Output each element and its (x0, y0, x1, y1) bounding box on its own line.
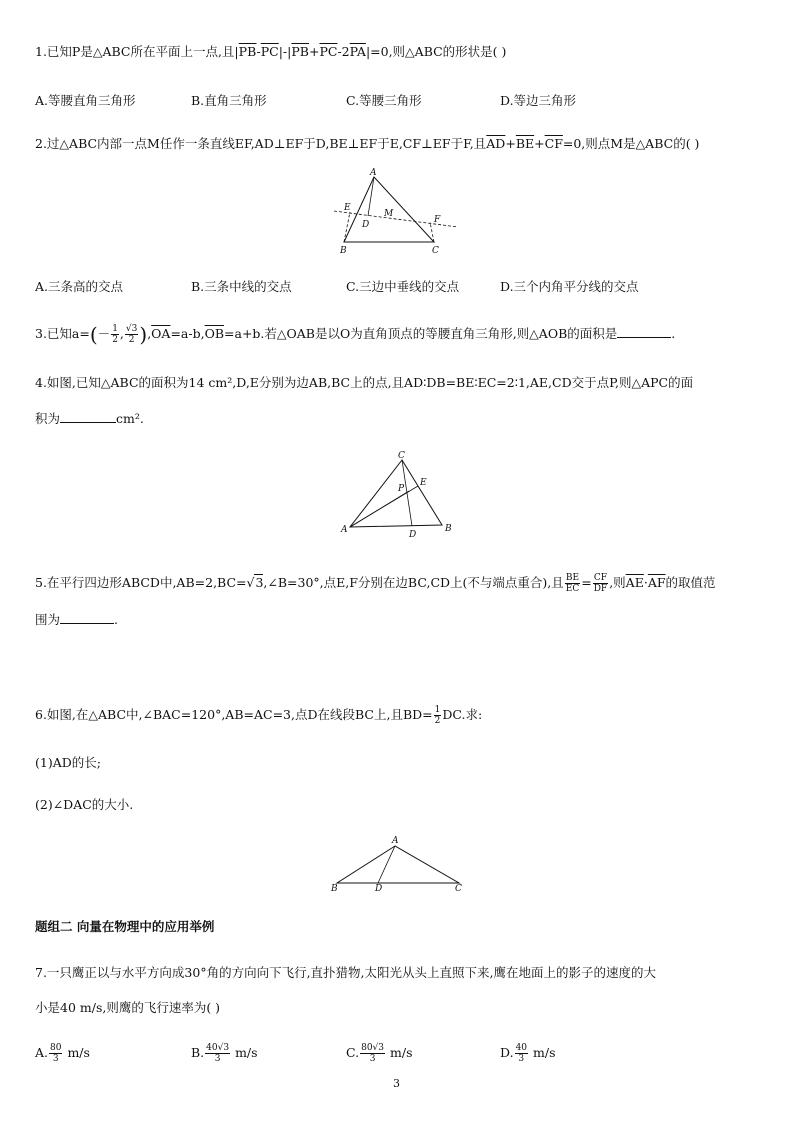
label-b: B (331, 884, 338, 892)
label-c: C (398, 451, 405, 461)
q2-option-c[interactable]: C.三边中垂线的交点 (346, 279, 460, 294)
q3-answer-blank[interactable] (617, 325, 671, 338)
q7-option-a[interactable]: A. $\frac{80}{3}$ m/s (35, 1043, 90, 1064)
label-d: D (375, 884, 383, 892)
label-a: A (392, 836, 399, 846)
label-d: D (409, 530, 417, 540)
section-heading: 题组二 向量在物理中的应用举例 (35, 919, 215, 934)
vector-ae: $\overline{AE}$ (625, 575, 644, 590)
fraction-cf-df: $\frac{CF}{DF}$ (593, 573, 608, 594)
q7-line1: 7.一只鹰正以与水平方向成30°角的方向向下飞行,直扑猎物,太阳光从头上直照下来,鹰在地面上的影子的速度的大 (35, 965, 657, 980)
q2-option-b[interactable]: B.三条中线的交点 (191, 279, 292, 294)
q1-option-a[interactable]: A.等腰直角三角形 (35, 93, 136, 108)
q2-option-a[interactable]: A.三条高的交点 (35, 279, 124, 294)
vector-pa: $\overline{PA}$ (349, 44, 366, 59)
q4-figure (338, 448, 458, 540)
q1-stem: 1.已知P是△ABC所在平面上一点,且$|\overline{PB}-\overline{PC}|-|\overline{PB}+\overline{PC}-2\overline{PA}|=0$,则△ABC的形状是( ) (35, 44, 507, 59)
q7-line2: 小是40 m/s,则鹰的飞行速率为( ) (35, 1000, 221, 1015)
label-e: E (420, 478, 427, 488)
q7-option-c[interactable]: C. $\frac{80√3}{3}$ m/s (346, 1043, 413, 1064)
fraction-one-half: $\frac{1}{2}$ (434, 705, 441, 726)
label-a: A (370, 168, 377, 178)
q2-option-d[interactable]: D.三个内角平分线的交点 (500, 279, 639, 294)
q5-answer-blank[interactable] (60, 611, 114, 624)
q6-sub2: (2)∠DAC的大小. (35, 797, 134, 812)
page-number: 3 (393, 1077, 400, 1090)
label-p: P (398, 484, 405, 494)
q1-option-b[interactable]: B.直角三角形 (191, 93, 267, 108)
vector-af: $\overline{AF}$ (647, 575, 666, 590)
vector-be: $\overline{BE}$ (515, 136, 535, 151)
label-m: M (384, 209, 394, 219)
label-b: B (445, 524, 452, 534)
q2-figure (330, 165, 460, 257)
fraction-root3-half: $\frac{√3}{2}$ (125, 324, 138, 345)
vector-pc: $\overline{PC}$ (260, 44, 279, 59)
q7-option-b[interactable]: B. $\frac{40√3}{3}$ m/s (191, 1043, 258, 1064)
q5-line2: 围为 . (35, 612, 118, 627)
q5-line1: 5.在平行四边形ABCD中,AB=2,BC=√3,∠B=30°,点E,F分别在边BC,CD上(不与端点重合),且 $\frac{BE}{EC}$ = $\frac{CF}{DF}$ ,则$\overline{AE}\cdot\overline{AF}$的取值范 (35, 573, 716, 594)
q1-option-c[interactable]: C.等腰三角形 (346, 93, 422, 108)
vector-pc-2: $\overline{PC}$ (319, 44, 338, 59)
q6-sub1: (1)AD的长; (35, 755, 101, 770)
vector-pb: $\overline{PB}$ (238, 44, 257, 59)
label-a: A (341, 525, 348, 535)
q4-line2: 积为 cm². (35, 411, 144, 426)
vector-ad: $\overline{AD}$ (486, 136, 506, 151)
vector-pb-2: $\overline{PB}$ (291, 44, 309, 59)
q7-option-d[interactable]: D. $\frac{40}{3}$ m/s (500, 1043, 556, 1064)
label-c: C (432, 246, 439, 256)
q2-stem: 2.过△ABC内部一点M任作一条直线EF,AD⊥EF于D,BE⊥EF于E,CF⊥EF于F,且$\overline{AD}+\overline{BE}+\overline{CF}=0$,则点M是△ABC的( ) (35, 136, 700, 151)
label-f: F (434, 215, 441, 225)
label-d: D (362, 220, 370, 230)
label-b: B (340, 246, 347, 256)
q4-line1: 4.如图,已知△ABC的面积为14 cm²,D,E分别为边AB,BC上的点,且AD∶DB=BE∶EC=2∶1,AE,CD交于点P,则△APC的面 (35, 375, 694, 390)
vector-cf: $\overline{CF}$ (544, 136, 563, 151)
q6-stem: 6.如图,在△ABC中,∠BAC=120°,AB=AC=3,点D在线段BC上,且BD= $\frac{1}{2}$ DC.求: (35, 705, 483, 726)
label-e: E (344, 203, 351, 213)
vector-oa: $\overline{OA}$ (151, 326, 171, 341)
fraction-be-ec: $\frac{BE}{EC}$ (565, 573, 580, 594)
q6-figure (325, 832, 475, 892)
q3-stem: 3.已知a=(－ $\frac{1}{2}$ , $\frac{√3}{2}$ )$,\overline{OA}=a-b,\overline{OB}=a+b$.若△OAB是以O为直角顶点的等腰直角三角形,则△AOB的面积是 . (35, 322, 676, 347)
q4-answer-blank[interactable] (60, 410, 116, 423)
q1-option-d[interactable]: D.等边三角形 (500, 93, 577, 108)
vector-ob: $\overline{OB}$ (204, 326, 225, 341)
label-c: C (455, 884, 462, 892)
fraction-half: $\frac{1}{2}$ (112, 324, 118, 345)
